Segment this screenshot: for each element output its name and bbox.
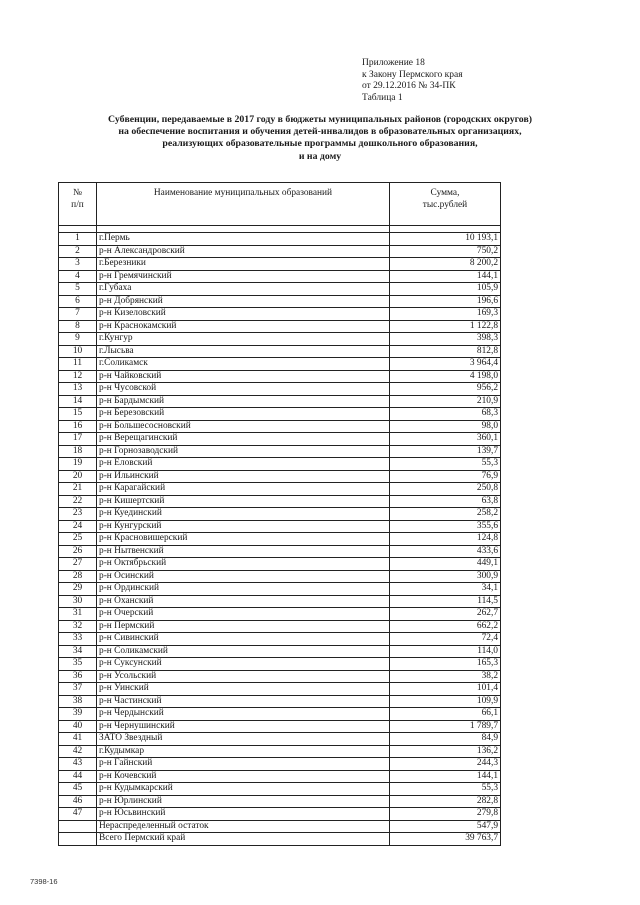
row-number: 47: [59, 808, 97, 821]
row-municipality: р-н Горнозаводский: [97, 445, 390, 458]
row-sum: 282,8: [390, 795, 501, 808]
row-municipality: р-н Большесосновский: [97, 420, 390, 433]
row-number: 1: [59, 233, 97, 246]
table-row: [59, 683, 501, 696]
row-sum: 144,1: [390, 770, 501, 783]
row-sum: 355,6: [390, 520, 501, 533]
row-number: 28: [59, 570, 97, 583]
row-sum: 662,2: [390, 620, 501, 633]
row-number: 5: [59, 283, 97, 296]
row-number: 9: [59, 333, 97, 346]
row-sum: 105,9: [390, 283, 501, 296]
footer-code: 7398-16: [30, 877, 58, 886]
row-sum: 136,2: [390, 745, 501, 758]
row-sum: 72,4: [390, 633, 501, 646]
row-number: 41: [59, 733, 97, 746]
table-row: [59, 695, 501, 708]
row-sum: 10 193,1: [390, 233, 501, 246]
row-municipality: р-н Сивинский: [97, 633, 390, 646]
row-number: 35: [59, 658, 97, 671]
row-number: 44: [59, 770, 97, 783]
row-municipality: р-н Юрлинский: [97, 795, 390, 808]
row-number: 3: [59, 258, 97, 271]
row-sum: 1 122,8: [390, 320, 501, 333]
table-row: [59, 483, 501, 496]
row-municipality: р-н Ильинский: [97, 470, 390, 483]
row-number: 26: [59, 545, 97, 558]
table-row: [59, 783, 501, 796]
table-row: [59, 508, 501, 521]
row-number: 16: [59, 420, 97, 433]
row-municipality: р-н Еловский: [97, 458, 390, 471]
row-number: 15: [59, 408, 97, 421]
header-sum: [390, 183, 501, 226]
row-number: 19: [59, 458, 97, 471]
row-municipality: р-н Чернушинский: [97, 720, 390, 733]
table-row: [59, 583, 501, 596]
table-row: [59, 670, 501, 683]
row-municipality: р-н Александровский: [97, 245, 390, 258]
row-municipality: р-н Очерский: [97, 608, 390, 621]
document-title: [40, 114, 600, 163]
row-number: 8: [59, 320, 97, 333]
row-sum: 139,7: [390, 445, 501, 458]
table-row: [59, 395, 501, 408]
row-sum: 38,2: [390, 670, 501, 683]
row-number: 33: [59, 633, 97, 646]
row-municipality: г.Соликамск: [97, 358, 390, 371]
row-sum: 547,9: [390, 820, 501, 833]
row-number: 23: [59, 508, 97, 521]
table-row: [59, 420, 501, 433]
row-number: 46: [59, 795, 97, 808]
row-number: 37: [59, 683, 97, 696]
table-row: [59, 758, 501, 771]
spacer-cell: [97, 226, 390, 233]
row-number: 17: [59, 433, 97, 446]
table-body: [59, 226, 501, 846]
table-row: [59, 520, 501, 533]
row-number: 29: [59, 583, 97, 596]
header-sum-unit: тыс.рублей: [422, 200, 468, 210]
spacer-cell: [59, 226, 97, 233]
table-row: [59, 570, 501, 583]
row-municipality: Всего Пермский край: [97, 833, 390, 846]
row-municipality: р-н Чайковский: [97, 370, 390, 383]
table-row: [59, 445, 501, 458]
row-number: [59, 820, 97, 833]
row-sum: 8 200,2: [390, 258, 501, 271]
table-row: [59, 620, 501, 633]
row-municipality: г.Кунгур: [97, 333, 390, 346]
row-number: 6: [59, 295, 97, 308]
row-sum: 1 789,7: [390, 720, 501, 733]
row-municipality: г.Лысьва: [97, 345, 390, 358]
header-number: [59, 183, 97, 226]
title-line-1: Субвенции, передаваемые в 2017 году в бюджеты муниципальных районов (городских округов): [107, 114, 533, 125]
table-row: [59, 808, 501, 821]
row-sum: 144,1: [390, 270, 501, 283]
table-row: [59, 795, 501, 808]
row-sum: 3 964,4: [390, 358, 501, 371]
table-row: [59, 708, 501, 721]
row-municipality: р-н Октябрьский: [97, 558, 390, 571]
row-municipality: р-н Куединский: [97, 508, 390, 521]
row-municipality: г.Кудымкар: [97, 745, 390, 758]
row-municipality: р-н Кишертский: [97, 495, 390, 508]
row-sum: 68,3: [390, 408, 501, 421]
row-number: 25: [59, 533, 97, 546]
table-row: [59, 820, 501, 833]
row-municipality: р-н Соликамский: [97, 645, 390, 658]
row-sum: 262,7: [390, 608, 501, 621]
row-municipality: р-н Кунгурский: [97, 520, 390, 533]
row-number: 32: [59, 620, 97, 633]
row-municipality: р-н Добрянский: [97, 295, 390, 308]
row-municipality: р-н Пермский: [97, 620, 390, 633]
table-row: [59, 833, 501, 846]
table-row: [59, 470, 501, 483]
table-row: [59, 333, 501, 346]
row-municipality: р-н Нытвенский: [97, 545, 390, 558]
row-municipality: р-н Оханский: [97, 595, 390, 608]
row-number: 42: [59, 745, 97, 758]
table-row: [59, 633, 501, 646]
appendix-number: Приложение 18: [362, 58, 425, 68]
table-spacer-row: [59, 226, 501, 233]
row-sum: 750,2: [390, 245, 501, 258]
table-row: [59, 308, 501, 321]
table-row: [59, 770, 501, 783]
appendix-reference: [362, 58, 463, 104]
row-municipality: р-н Кизеловский: [97, 308, 390, 321]
title-line-3: реализующих образовательные программы дошкольного образования,: [162, 138, 478, 150]
table-header-row: [59, 183, 501, 226]
table-row: [59, 233, 501, 246]
row-municipality: р-н Юсьвинский: [97, 808, 390, 821]
table-row: [59, 383, 501, 396]
table-row: [59, 720, 501, 733]
table-row: [59, 283, 501, 296]
table-row: [59, 245, 501, 258]
header-sum-label: Сумма,: [430, 188, 460, 198]
row-number: 2: [59, 245, 97, 258]
row-municipality: г.Губаха: [97, 283, 390, 296]
row-number: 31: [59, 608, 97, 621]
row-municipality: ЗАТО Звездный: [97, 733, 390, 746]
row-sum: 360,1: [390, 433, 501, 446]
row-municipality: р-н Усольский: [97, 670, 390, 683]
row-number: [59, 833, 97, 846]
row-municipality: г.Пермь: [97, 233, 390, 246]
row-municipality: г.Березники: [97, 258, 390, 271]
appendix-law-ref: к Закону Пермского края: [362, 69, 463, 80]
row-sum: 34,1: [390, 583, 501, 596]
header-municipality-name: Наименование муниципальных образований: [97, 183, 390, 226]
row-number: 14: [59, 395, 97, 408]
row-sum: 98,0: [390, 420, 501, 433]
row-number: 36: [59, 670, 97, 683]
table-row: [59, 345, 501, 358]
row-sum: 398,3: [390, 333, 501, 346]
row-number: 12: [59, 370, 97, 383]
row-number: 39: [59, 708, 97, 721]
row-municipality: р-н Частинский: [97, 695, 390, 708]
table-row: [59, 258, 501, 271]
row-municipality: Нераспределенный остаток: [97, 820, 390, 833]
row-municipality: р-н Ординский: [97, 583, 390, 596]
table-row: [59, 358, 501, 371]
row-sum: 956,2: [390, 383, 501, 396]
row-number: 38: [59, 695, 97, 708]
table-row: [59, 608, 501, 621]
row-sum: 55,3: [390, 783, 501, 796]
table-row: [59, 458, 501, 471]
row-sum: 114,5: [390, 595, 501, 608]
table-row: [59, 433, 501, 446]
header-number-abbr: п/п: [71, 200, 84, 210]
row-sum: 165,3: [390, 658, 501, 671]
table-row: [59, 558, 501, 571]
row-municipality: р-н Бардымский: [97, 395, 390, 408]
row-sum: 66,1: [390, 708, 501, 721]
row-number: 34: [59, 645, 97, 658]
table-row: [59, 533, 501, 546]
table-row: [59, 320, 501, 333]
row-municipality: р-н Суксунский: [97, 658, 390, 671]
title-line-4: и на дому: [298, 150, 342, 162]
row-number: 21: [59, 483, 97, 496]
row-sum: 39 763,7: [390, 833, 501, 846]
row-number: 30: [59, 595, 97, 608]
row-number: 7: [59, 308, 97, 321]
row-municipality: р-н Осинский: [97, 570, 390, 583]
row-sum: 196,6: [390, 295, 501, 308]
table-row: [59, 270, 501, 283]
row-municipality: р-н Краснокамский: [97, 320, 390, 333]
row-sum: 169,3: [390, 308, 501, 321]
row-municipality: р-н Чусовской: [97, 383, 390, 396]
row-municipality: р-н Чердынский: [97, 708, 390, 721]
spacer-cell: [390, 226, 501, 233]
row-municipality: р-н Гремячинский: [97, 270, 390, 283]
title-line-2: на обеспечение воспитания и обучения детей-инвалидов в образовательных организациях,: [118, 126, 522, 138]
subsidy-table: [58, 182, 501, 846]
table-row: [59, 370, 501, 383]
row-number: 18: [59, 445, 97, 458]
row-municipality: р-н Кудымкарский: [97, 783, 390, 796]
table-row: [59, 408, 501, 421]
row-number: 43: [59, 758, 97, 771]
row-sum: 250,8: [390, 483, 501, 496]
row-number: 40: [59, 720, 97, 733]
row-sum: 210,9: [390, 395, 501, 408]
row-sum: 55,3: [390, 458, 501, 471]
row-sum: 124,8: [390, 533, 501, 546]
row-municipality: р-н Уинский: [97, 683, 390, 696]
row-number: 24: [59, 520, 97, 533]
appendix-law-date: от 29.12.2016 № 34-ПК: [362, 81, 456, 92]
row-number: 11: [59, 358, 97, 371]
row-municipality: р-н Гайнский: [97, 758, 390, 771]
table-row: [59, 745, 501, 758]
appendix-table-number: Таблица 1: [362, 92, 403, 103]
row-sum: 76,9: [390, 470, 501, 483]
row-sum: 279,8: [390, 808, 501, 821]
table-row: [59, 645, 501, 658]
row-number: 20: [59, 470, 97, 483]
row-municipality: р-н Карагайский: [97, 483, 390, 496]
row-number: 10: [59, 345, 97, 358]
table-row: [59, 545, 501, 558]
row-municipality: р-н Березовский: [97, 408, 390, 421]
row-municipality: р-н Красновишерский: [97, 533, 390, 546]
row-sum: 433,6: [390, 545, 501, 558]
row-sum: 258,2: [390, 508, 501, 521]
table-row: [59, 595, 501, 608]
row-number: 22: [59, 495, 97, 508]
table-row: [59, 295, 501, 308]
row-sum: 812,8: [390, 345, 501, 358]
row-sum: 114,0: [390, 645, 501, 658]
row-number: 45: [59, 783, 97, 796]
table-row: [59, 495, 501, 508]
row-sum: 63,8: [390, 495, 501, 508]
row-number: 13: [59, 383, 97, 396]
row-sum: 101,4: [390, 683, 501, 696]
row-sum: 4 198,0: [390, 370, 501, 383]
row-sum: 244,3: [390, 758, 501, 771]
row-sum: 300,9: [390, 570, 501, 583]
row-municipality: р-н Кочевский: [97, 770, 390, 783]
row-sum: 449,1: [390, 558, 501, 571]
table-row: [59, 658, 501, 671]
header-number-symbol: №: [73, 188, 82, 198]
row-number: 27: [59, 558, 97, 571]
row-municipality: р-н Верещагинский: [97, 433, 390, 446]
row-sum: 109,9: [390, 695, 501, 708]
row-number: 4: [59, 270, 97, 283]
table-row: [59, 733, 501, 746]
row-sum: 84,9: [390, 733, 501, 746]
